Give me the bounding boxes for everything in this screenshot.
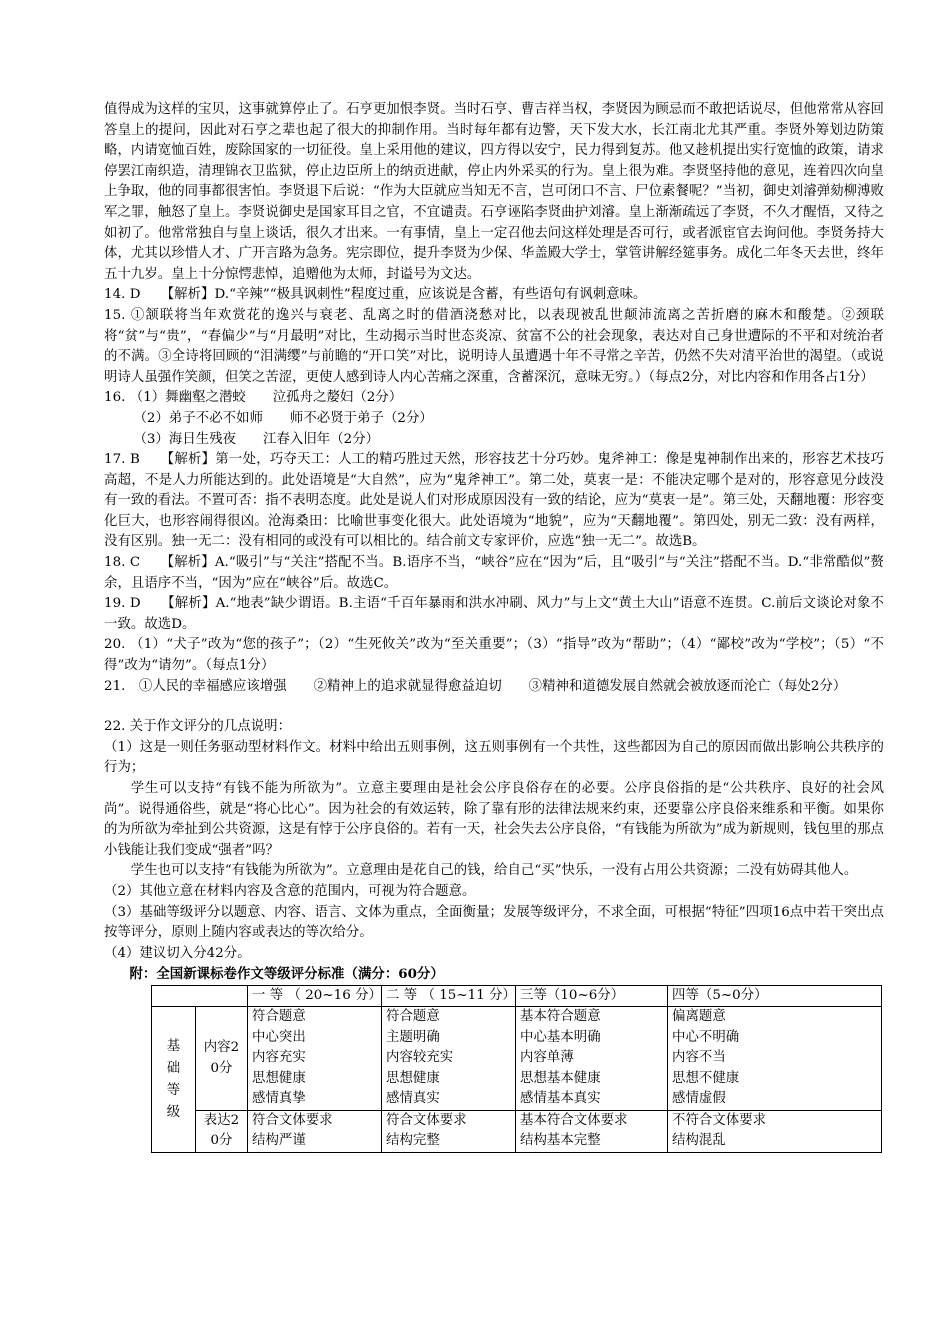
basic-level-text: 基础等级: [166, 1038, 181, 1120]
answer-15: 15. ①颔联将当年欢赏花的逸兴与衰老、乱离之时的借酒浇愁对比，以表现被乱世颠沛流离之苦折磨的麻木和酸楚。②颈联将“贫”与“贵”，“春偏少”与“月最明”对比，生动揭示当时世态炎凉、贫富不公的社会现象，表达对自己身世遭际的不平和对统治者的不满。③全诗将回顾的“泪满缨”与前瞻的“开口笑”对比，说明诗人虽遭遇十年不寻常之辛苦，仍然不失对清平治世的渴望。（或说明诗人虽强作笑颜，但笑之苦涩，更使人感到诗人内心苦痛之深重，含蓄深沉，意味无穷。）（每点2分，对比内容和作用各占1分）: [104, 307, 884, 385]
rubric-cell: 符合题意 主题明确 内容较充实 思想健康 感情真实: [382, 1007, 516, 1111]
rubric-cell: 基本符合文体要求 结构基本完整: [516, 1110, 668, 1152]
answer-19: 19. D 【解析】A.“地表”缺少谓语。B.主语“千百年暴雨和洪水冲刷、风力”与上文“黄土大山”语意不连贯。C.前后文谈论对象不一致。故选D。: [104, 596, 884, 632]
document-body: [104, 100, 884, 1153]
row-label: [196, 1110, 248, 1152]
essay-view-1: 学生可以支持“有钱不能为所欲为”。立意主要理由是社会公序良俗存在的必要。公序良俗指的是“公共秩序、良好的社会风尚”。说得通俗些，就是“将心比心”。因为社会的有效运转，除了靠有形的法律法规来约束，还要靠公序良俗来维系和平衡。如果你的为所欲为牵扯到公共资源，这是有悖于公序良俗的。若有一天，社会失去公序良俗，“有钱能为所欲为”成为新规则，钱包里的那点小钱能让我们变成“强者”吗？: [104, 781, 884, 858]
grade-header: 一 等 （ 20~16 分）: [248, 985, 382, 1007]
rubric-cell: 符合文体要求 结构完整: [382, 1110, 516, 1152]
rubric-cell: 不符合文体要求 结构混乱: [668, 1110, 882, 1152]
rubric-cell: 偏离题意 中心不明确 内容不当 思想不健康 感情虚假: [668, 1007, 882, 1111]
answer-14: 14. D 【解析】D.“辛辣”“极具讽刺性”程度过重，应该说是含蓄，有些语句有讽刺意味。: [104, 287, 647, 303]
row-label-text: 表达20分: [203, 1112, 240, 1149]
essay-point-4: （4）建议切入分42分。: [104, 945, 251, 961]
rubric-header-row: [152, 985, 882, 1007]
answer-16-2: （2）弟子不必不如师 师不必贤于弟子（2分）: [133, 410, 433, 426]
row-label: [196, 1007, 248, 1111]
rubric-table: [151, 985, 882, 1153]
translation-paragraph: 值得成为这样的宝贝，这事就算停止了。石亨更加恨李贤。当时石亨、曹吉祥当权，李贤因为顾忌而不敢把话说尽，但他常常从容回答皇上的提问，因此对石亨之辈也起了很大的抑制作用。当时每年都有边警，天下发大水，长江南北尤其严重。李贤外筹划边防策略，内请宽恤百姓，废除国家的一切征役。皇上采用他的建议，四方得以安宁，民力得到复苏。他又趁机提出实行宽恤的政策，请求停罢江南织造，清理锦衣卫监狱，停止边臣所上的纳贡进献，停止内外采买的行为。皇上很为难。李贤坚持他的意见，连着四次向皇上争取，他的同事都很害怕。李贤退下后说：“作为大臣就应当知无不言，岂可闭口不言、尸位素餐呢？”当初，御史刘濬弹劾柳溥败军之罪，触怒了皇上。李贤说御史是国家耳目之官，不宜谴责。石亨诬陷李贤曲护刘濬。皇上渐渐疏远了李贤，不久才醒悟，又待之如初了。他常常独自与皇上谈话，很久才出来。一有事情，皇上一定召他去问这样处理是否可行，或者派宦官去询问他。李贤务持大体，尤其以珍惜人才、广开言路为急务。宪宗即位，提升李贤为少保、华盖殿大学士，掌管讲解经筵事务。成化二年冬天去世，终年五十九岁。皇上十分惊愕悲悼，追赠他为太师，封谥号为文达。: [104, 102, 884, 282]
answer-20: 20. （1）“犬子”改为“您的孩子”；（2）“生死攸关”改为“至关重要”；（3）“指导”改为“帮助”；（4）“鄙校”改为“学校”；（5）“不得”改为“请勿”。（每点1分）: [104, 637, 884, 674]
answer-16-1: 16. （1）舞幽壑之潜蛟 泣孤舟之嫠妇（2分）: [104, 390, 403, 406]
grade-header: 四等（5~0分）: [668, 985, 882, 1007]
essay-point-1: （1）这是一则任务驱动型材料作文。材料中给出五则事例，这五则事例有一个共性，这些都因为自己的原因而做出影响公共秩序的行为；: [104, 739, 884, 776]
essay-view-2: 学生也可以支持“有钱能为所欲为”。立意理由是花自己的钱，给自己“买”快乐，一没有占用公共资源；二没有妨碍其他人。: [130, 863, 858, 879]
rubric-expression-row: [152, 1110, 882, 1152]
rubric-cell: 符合文体要求 结构严谨: [248, 1110, 382, 1152]
grade-header: 二 等 （ 15~11 分）: [382, 985, 516, 1007]
answer-17: 17. B 【解析】第一处，巧夺天工：人工的精巧胜过天然，形容技艺十分巧妙。鬼斧神工：像是鬼神制作出来的，形容艺术技巧高超，不是人力所能达到的。此处语境是“大自然”，应为“鬼斧神工”。第二处，莫衷一是：不能决定哪个是对的，形容意见分歧没有一致的看法。不置可否：指不表明态度。此处是说人们对形成原因没有一致的结论，应为“莫衷一是”。第三处，天翻地覆：形容变化巨大，也形容闹得很凶。沧海桑田：比喻世事变化很大。此处语境为“地貌”，应为“天翻地覆”。第四处，别无二致：没有两样，没有区别。独一无二：没有相同的或没有可以相比的。结合前文专家评价，应选“独一无二”。故选B。: [104, 452, 884, 550]
rubric-title: 附：全国新课标卷作文等级评分标准（满分：60分）: [129, 966, 444, 983]
essay-point-3: （3）基础等级评分以题意、内容、语言、文体为重点，全面衡量；发展等级评分，不求全面，可根据“特征”四项16点中若干突出点按等评分，原则上随内容或表达的等次给分。: [104, 904, 884, 941]
answer-16-3: （3）海日生残夜 江春入旧年（2分）: [133, 431, 380, 447]
answer-21: 21. ①人民的幸福感应该增强 ②精神上的追求就显得愈益迫切 ③精神和道德发展自然就会被放逐而沦亡（每处2分）: [104, 678, 847, 694]
row-label-text: 内容20分: [203, 1040, 240, 1076]
header-blank: [152, 985, 248, 1007]
essay-title: 22. 关于作文评分的几点说明：: [104, 719, 292, 735]
rubric-cell: 符合题意 中心突出 内容充实 思想健康 感情真挚: [248, 1007, 382, 1111]
rubric-content-row: [152, 1007, 882, 1111]
grade-header: 三等（10~6分）: [516, 985, 668, 1007]
rubric-cell: 基本符合题意 中心基本明确 内容单薄 思想基本健康 感情基本真实: [516, 1007, 668, 1111]
answer-18: 18. C 【解析】A.“吸引”与“关注”搭配不当。B.语序不当，“峡谷”应在“因为”后，且“吸引”与“关注”搭配不当。D.“非常酷似”赘余，且语序不当，“因为”应在“峡谷”后。故选C。: [104, 555, 884, 591]
basic-level-label: [152, 1007, 196, 1153]
essay-point-2: （2）其他立意在材料内容及含意的范围内，可视为符合题意。: [104, 883, 476, 899]
